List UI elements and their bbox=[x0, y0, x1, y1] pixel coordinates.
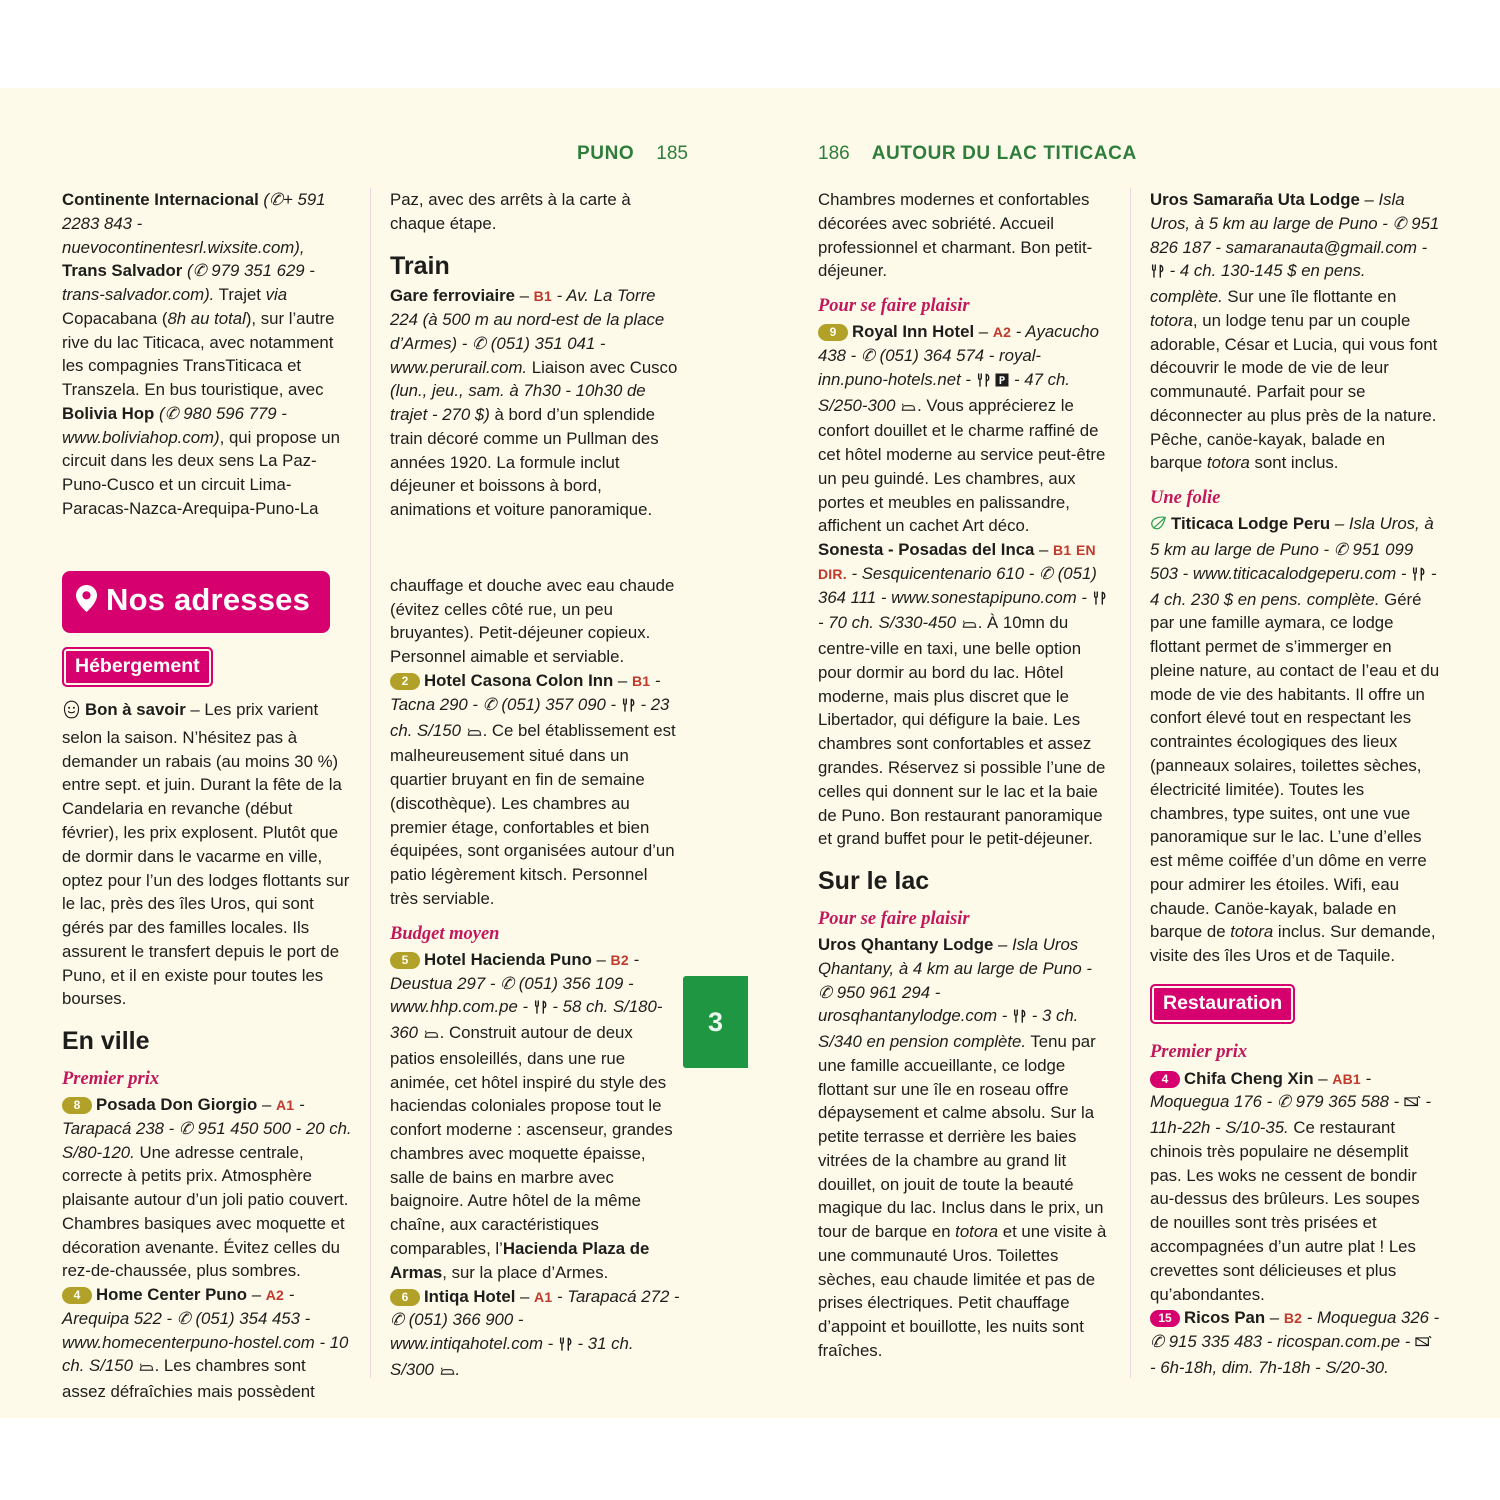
leaf-eco-icon bbox=[1150, 514, 1167, 538]
listing-gare-ferroviaire: Gare ferroviaire – B1 - Av. La Torre 224 (à 500 m au nord-est de la place d’Armes) - ✆ (051) 351 041 - www.perurail.com. Liaison avec Cusco (lun., jeu., sam. à 7h30 - 10h30 de trajet - 270 $) à bord d’un splendide train décoré comme un Pullman des années 1920. La formule inclut déjeuner et boissons à bord, animations et voiture panoramique. bbox=[390, 286, 678, 520]
map-zone-code: A1 bbox=[534, 1288, 553, 1305]
restaurant-icon bbox=[533, 997, 548, 1021]
listing-details: - Tarapacá 272 - ✆ (051) 366 900 - www.intiqahotel.com - bbox=[390, 1286, 680, 1354]
listing-details: – Isla Uros, à 5 km au large de Puno - ✆ 951 826 187 - samaranauta@gmail.com - bbox=[1150, 190, 1440, 257]
poi-number-badge[interactable]: 2 bbox=[390, 673, 420, 690]
train-text-2: à bord d’un splendide train décoré comme un Pullman des années 1920. La formule inclut déjeuner et boissons à bord, animations et voiture panoramique. bbox=[390, 405, 659, 520]
listing-details-2: - 6h-18h, dim. 7h-18h - S/20-30. bbox=[1150, 1357, 1389, 1377]
listing-name: Royal Inn Hotel bbox=[852, 322, 975, 342]
listing-details: - Moquegua 326 - ✆ 915 335 483 - ricospan.com.pe - bbox=[1150, 1308, 1440, 1352]
smiley-face-icon bbox=[62, 700, 81, 726]
listing-hotel-casona-colon-inn: 2 Hotel Casona Colon Inn – B1 - Tacna 290 - ✆ (051) 357 090 - - 23 ch. S/150 . Ce bel établissement est malheureusement situé dans un quartier bruyant en fin de semaine (discothèque). Les chambres au premier étage, confortables et bien équipées, sont organisées autour d’un patio légèrement kitsch. Personnel très serviable. bbox=[390, 671, 676, 908]
listing-details-2: - 3 ch. S/340 en pension complète. bbox=[818, 1006, 1079, 1052]
category-hebergement: Hébergement bbox=[62, 647, 213, 688]
listing-details: - Arequipa 522 - ✆ (051) 354 453 - www.homecenterpuno-hostel.com - 10 ch. S/150 bbox=[62, 1285, 349, 1376]
bon-a-savoir-label: Bon à savoir bbox=[85, 700, 186, 720]
listing-name: Titicaca Lodge Peru bbox=[1171, 514, 1331, 534]
listing-description: . À 10mn du centre-ville en taxi, une belle option pour dormir au bord du lac. Hôtel moderne, mais plus discret que le Libertador, qui défigure la baie. Les chambres sont confortables et assez grandes. Réservez si possible l’une de celles qui donnent sur le lac et la baie de Puno. Bon restaurant panoramique et grand buffet pour le petit-déjeuner. bbox=[818, 613, 1106, 849]
listing-details-2: - 31 ch. S/300 bbox=[390, 1334, 634, 1379]
listing-name: Chifa Cheng Xin bbox=[1184, 1068, 1314, 1088]
listing-description-2: , sur la place d’Armes. bbox=[442, 1262, 609, 1282]
listing-details-2: - 4 ch. 130-145 $ en pens. complète. bbox=[1150, 261, 1366, 307]
listing-description: Ce restaurant chinois très populaire ne désemplit pas. Les woks ne cessent de bondir au-dessus des brûleurs. Les soupes de nouilles sont très prisées et accompagnées d’un autre plat ! Les crevettes sont délicieuses et plus qu’abondantes. bbox=[1150, 1118, 1420, 1304]
continente-contact: (✆+ 591 2283 843 - nuevocontinentesrl.wixsite.com), bbox=[62, 190, 326, 257]
hacienda-plaza-name: Hacienda Plaza de Armas bbox=[390, 1239, 650, 1282]
listing-details-2: - 23 ch. S/150 bbox=[390, 694, 670, 740]
listing-sonesta-posadas-del-inca: Sonesta - Posadas del Inca – B1 EN DIR. - Sesquicentenario 610 - ✆ (051) 364 111 - www.sonestapipuno.com - - 70 ch. S/330-450 . À 10mn du centre-ville en taxi, une belle option pour dormir au bord du lac. Hôtel moderne, mais plus discret que le Libertador, qui défigure la baie. Les chambres sont confortables et assez grandes. Réservez si possible l’une de celles qui donnent sur le lac et la baie de Puno. Bon restaurant panoramique et grand buffet pour le petit-déjeuner. bbox=[818, 540, 1106, 849]
trans-salvador-contact: (✆ 979 351 629 - trans-salvador.com). bbox=[62, 261, 315, 305]
totora-italic: totora bbox=[1230, 922, 1274, 942]
listing-details: - Av. La Torre 224 (à 500 m au nord-est de la place d’Armes) - ✆ (051) 351 041 - www.perurail.com. bbox=[390, 286, 665, 377]
clock-icon bbox=[1415, 1332, 1432, 1356]
listing-uros-qhantany-lodge bbox=[818, 933, 1108, 1363]
listing-description-2: , un lodge tenu par un couple adorable, César et Lucia, qui vous font découvrir le mode de vie de leur communauté. Parfait pour se déconnecter au plus près de la nature. Pêche, canöe-kayak, balade en barque bbox=[1150, 310, 1438, 473]
subheading-une-folie: Une folie bbox=[1150, 488, 1221, 509]
listing-details-2: - 4 ch. 230 $ en pens. complète. bbox=[1150, 563, 1437, 609]
bolivia-hop-name: Bolivia Hop bbox=[62, 403, 155, 423]
folio-186: 186 bbox=[818, 143, 850, 164]
restaurant-icon bbox=[1092, 588, 1107, 612]
listing-description: . Ce bel établissement est malheureusement situé dans un quartier bruyant en fin de semaine (discothèque). Les chambres au premier étage, confortables et bien équipées, sont organisées autour d’un patio légèrement kitsch. Personnel très serviable. bbox=[390, 720, 676, 908]
restaurant-icon bbox=[976, 370, 991, 394]
listing-details-2: - 47 ch. S/250-300 bbox=[818, 369, 1070, 415]
listing-details-2: - 11h-22h - S/10-35. bbox=[1150, 1092, 1432, 1138]
listing-intiqa-hotel: 6 Intiqa Hotel – A1 - Tarapacá 272 - ✆ (051) 366 900 - www.intiqahotel.com - - 31 ch. S/300 . bbox=[390, 1285, 680, 1384]
running-head-title: PUNO bbox=[577, 143, 635, 164]
listing-name: Hotel Hacienda Puno bbox=[424, 949, 592, 969]
listing-description: Sur une île flottante en bbox=[1222, 287, 1397, 307]
bed-icon bbox=[439, 1360, 456, 1384]
book-spread bbox=[0, 88, 1500, 1418]
subheading-premier-prix: Premier prix bbox=[62, 1068, 160, 1089]
listing-name: Ricos Pan bbox=[1184, 1308, 1266, 1328]
listing-details: - Tacna 290 - ✆ (051) 357 090 - bbox=[390, 671, 661, 714]
listing-name: Gare ferroviaire bbox=[390, 286, 515, 306]
listing-details: - Ayacucho 438 - ✆ (051) 364 574 - royal-inn.puno-hotels.net - bbox=[818, 322, 1099, 389]
running-head-left bbox=[577, 143, 688, 165]
bed-icon bbox=[138, 1356, 155, 1380]
bus-continuation: Paz, avec des arrêts à la carte à chaque étape. bbox=[390, 190, 631, 233]
trans-salvador-name: Trans Salvador bbox=[62, 261, 183, 281]
listing-home-center-puno: 4 Home Center Puno – A2 - Arequipa 522 - ✆ (051) 354 453 - www.homecenterpuno-hostel.com - 10 ch. S/150 . Les chambres sont assez défraîchies mais possèdent bbox=[62, 1285, 349, 1402]
column-2 bbox=[390, 188, 680, 1384]
listing-name: Home Center Puno bbox=[96, 1285, 248, 1305]
poi-number-badge[interactable]: 9 bbox=[818, 324, 848, 341]
restaurant-icon bbox=[1411, 564, 1426, 588]
page-left bbox=[0, 88, 750, 1418]
listing-description: . Construit autour de deux patios ensoleillés, dans une rue animée, cet hôtel inspiré du style des haciendas coloniales propose tout le confort moderne : ascenseur, grandes chambres avec moquette épaisse, salle de bains en marbre avec baignoire. Autre hôtel de la même chaîne, aux caractéristiques comparables, l’ bbox=[390, 1023, 673, 1259]
map-zone-code: A2 bbox=[265, 1287, 285, 1304]
category-restauration: Restauration bbox=[1150, 984, 1295, 1025]
map-zone-code: B1 bbox=[1053, 542, 1072, 559]
parking-icon bbox=[995, 370, 1009, 394]
poi-number-badge[interactable]: 4 bbox=[1150, 1071, 1180, 1088]
restaurant-icon bbox=[558, 1334, 573, 1358]
listing-royal-inn-hotel: 9 Royal Inn Hotel – A2 - Ayacucho 438 - ✆ (051) 364 574 - royal-inn.puno-hotels.net - - 47 ch. S/250-300 . Vous apprécierez le confort douillet et le charme raffiné de cet hôtel moderne au service peut-être un peu guindé. Les chambres, aux portes et meubles en palissandre, affichent un cachet Art déco. bbox=[818, 322, 1106, 536]
hotel-continuation: chauffage et douche avec eau chaude (évitez celles côté rue, un peu bruyantes). Petit-déjeuner copieux. Personnel aimable et serviable. bbox=[390, 575, 675, 667]
hotel-continuation-3: Chambres modernes et confortables décorées avec sobriété. Accueil professionnel et charmant. Bon petit-déjeuner. bbox=[818, 190, 1093, 281]
listing-name: Uros Samaraña Uta Lodge bbox=[1150, 190, 1360, 209]
listing-uros-samarana-uta-lodge bbox=[1150, 188, 1440, 475]
listing-ricos-pan: 15 Ricos Pan – B2 - Moquegua 326 - ✆ 915 335 483 - ricospan.com.pe - - 6h-18h, dim. 7h-18h - S/20-30. bbox=[1150, 1308, 1440, 1377]
listing-details: – Isla Uros, à 5 km au large de Puno - ✆ 951 099 503 - www.titicacalodgeperu.com - bbox=[1150, 514, 1434, 583]
running-head-title: AUTOUR DU LAC TITICACA bbox=[871, 143, 1137, 164]
subheading-pour-se-faire-plaisir-2: Pour se faire plaisir bbox=[818, 908, 970, 929]
listing-chifa-cheng-xin: 4 Chifa Cheng Xin – AB1 - Moquegua 176 - ✆ 979 365 588 - - 11h-22h - S/10-35. Ce restaurant chinois très populaire ne désemplit pas. Les woks ne cessent de bondir au-dessus des brûleurs. Les soupes de nouilles sont très prisées et accompagnées d’un autre plat ! Les crevettes sont délicieuses et plus qu’abondantes. bbox=[1150, 1068, 1432, 1304]
listing-details-2: - 58 ch. S/180-360 bbox=[390, 997, 663, 1043]
poi-number-badge[interactable]: 8 bbox=[62, 1097, 92, 1114]
column-rule bbox=[370, 188, 371, 1378]
column-rule bbox=[1130, 188, 1131, 1378]
map-zone-code: B1 bbox=[533, 288, 552, 305]
listing-name: Sonesta - Posadas del Inca bbox=[818, 540, 1035, 560]
bolivia-hop-contact: (✆ 980 596 779 - www.boliviahop.com) bbox=[62, 403, 287, 447]
nos-adresses-label: Nos adresses bbox=[106, 581, 311, 617]
restaurant-icon bbox=[1150, 261, 1165, 285]
map-zone-code: A2 bbox=[992, 324, 1012, 341]
totora-italic-2: totora bbox=[1206, 453, 1250, 473]
bon-a-savoir-paragraph bbox=[62, 698, 352, 1011]
folio-185: 185 bbox=[656, 143, 688, 164]
subheading-pour-se-faire-plaisir: Pour se faire plaisir bbox=[818, 296, 970, 317]
column-1 bbox=[62, 188, 352, 1404]
bus-text-4: , qui propose un circuit dans les deux sens La Paz-Puno-Cusco et un circuit Lima-Paracas-Nazca-Arequipa-Puno-La bbox=[62, 427, 340, 518]
listing-details: - Moquegua 176 - ✆ 979 365 588 - bbox=[1150, 1068, 1404, 1112]
map-zone-code: A1 bbox=[275, 1097, 295, 1114]
totora-italic: totora bbox=[955, 1222, 999, 1242]
listing-description: . Vous apprécierez le confort douillet et le charme raffiné de cet hôtel moderne au service peut-être un peu guindé. Les chambres, aux portes et meubles en palissandre, affichent un cachet Art déco. bbox=[818, 395, 1106, 536]
poi-number-badge[interactable]: 4 bbox=[62, 1287, 92, 1304]
listing-name: Hotel Casona Colon Inn bbox=[424, 671, 614, 690]
listing-details: - Tarapacá 238 - ✆ 951 450 500 - 20 ch. S/80-120. bbox=[62, 1095, 352, 1162]
subheading-budget-moyen: Budget moyen bbox=[390, 923, 500, 944]
listing-description: Une adresse centrale, correcte à petits prix. Atmosphère plaisante autour d’un joli patio couvert. Chambres basiques avec moquette et décoration avenante. Évitez celles du rez-de-chaussée, plus sombres. bbox=[62, 1142, 349, 1281]
continente-internacional-name: Continente Internacional bbox=[62, 190, 259, 209]
listing-description: Géré par une famille aymara, ce lodge flottant permet de s’immerger en pleine nature, au contact de l’eau et du mode de vie des habitants. Il offre un confort élevé tout en respectant les contraintes écologiques des lieux (panneaux solaires, toilettes sèches, électricité limitée). Toutes les chambres, type suites, ont une vue panoramique sur le lac. L’une d’elles est même coiffée d’un dôme en verre pour admirer les étoiles. Wifi, eau chaude. Canöe-kayak, balade en barque de bbox=[1150, 589, 1440, 942]
listing-details: - Sesquicentenario 610 - ✆ (051) 364 111 - www.sonestapipuno.com - bbox=[818, 563, 1097, 607]
poi-number-badge[interactable]: 15 bbox=[1150, 1310, 1180, 1327]
listing-details: – Isla Uros Qhantany, à 4 km au large de Puno - ✆ 950 961 294 - urosqhantanylodge.com - bbox=[818, 935, 1092, 1026]
listing-description-2: et une visite à une communauté Uros. Toilettes sèches, eau chaude limitée et pas de prises électriques. Petit chauffage d’appoint et bouillotte, les nuits sont fraîches. bbox=[818, 1222, 1107, 1361]
page-right bbox=[750, 88, 1500, 1418]
direction-marker: EN DIR. bbox=[818, 542, 1096, 582]
map-zone-code: B1 bbox=[631, 673, 651, 689]
clock-icon bbox=[1404, 1092, 1421, 1116]
map-pin-icon bbox=[76, 580, 97, 624]
running-head-right bbox=[818, 143, 1137, 165]
train-schedule: (lun., jeu., sam. à 7h30 - 10h30 de trajet - 270 $) bbox=[390, 381, 646, 425]
nos-adresses-banner bbox=[62, 571, 330, 633]
bus-text-3: ), sur l’autre rive du lac Titicaca, avec notamment les compagnies TransTiticaca et Transzela. En bus touristique, avec bbox=[62, 308, 335, 400]
map-zone-code: B2 bbox=[610, 951, 629, 968]
listing-description-3: sont inclus. bbox=[1249, 453, 1339, 473]
poi-number-badge[interactable]: 6 bbox=[390, 1289, 420, 1306]
listing-name: Intiqa Hotel bbox=[424, 1286, 516, 1306]
bed-icon bbox=[423, 1023, 440, 1047]
heading-train: Train bbox=[390, 251, 450, 280]
bed-icon bbox=[466, 721, 483, 745]
listing-titicaca-lodge-peru bbox=[1150, 512, 1440, 968]
listing-description: Tenu par une famille accueillante, ce lodge flottant sur une île en roseau offre dépaysement et calme absolu. Sur la petite terrasse et derrière les baies vitrées de la chambre au grand lit douillet, on jouit de toute la beauté magique du lac. Inclus dans le prix, un tour de barque en bbox=[818, 1032, 1104, 1242]
column-3 bbox=[818, 188, 1108, 1363]
heading-sur-le-lac: Sur le lac bbox=[818, 867, 930, 896]
subheading-premier-prix-resto: Premier prix bbox=[1150, 1042, 1248, 1063]
poi-number-badge[interactable]: 5 bbox=[390, 952, 420, 969]
listing-hotel-hacienda-puno: 5 Hotel Hacienda Puno – B2 - Deustua 297 - ✆ (051) 356 109 - www.hhp.com.pe - - 58 ch. S/180-360 . Construit autour de deux patios ensoleillés, dans une rue animée, cet hôtel inspiré du style des haciendas coloniales propose tout le confort moderne : ascenseur, grandes chambres avec moquette épaisse, salle de bains en marbre avec baignoire. Autre hôtel de la même chaîne, aux caractéristiques comparables, l’Hacienda Plaza de Armas, sur la place d’Armes. bbox=[390, 949, 673, 1282]
map-zone-code: B2 bbox=[1283, 1310, 1303, 1327]
restaurant-icon bbox=[621, 695, 636, 719]
map-zone-code: AB1 bbox=[1332, 1070, 1361, 1087]
chapter-thumb-tab bbox=[683, 976, 748, 1068]
listing-posada-don-giorgio: 8 Posada Don Giorgio – A1 - Tarapacá 238 - ✆ 951 450 500 - 20 ch. S/80-120. Une adresse centrale, correcte à petits prix. Atmosphère plaisante autour d’un joli patio couvert. Chambres basiques avec moquette et décoration avenante. Évitez celles du rez-de-chaussée, plus sombres. bbox=[62, 1095, 352, 1281]
listing-description: . Les chambres sont assez défraîchies mais possèdent bbox=[62, 1356, 315, 1402]
bus-text-2: Copacabana ( bbox=[62, 308, 168, 328]
listing-details-3: . bbox=[455, 1359, 461, 1379]
chapter-number: 3 bbox=[707, 1006, 724, 1037]
column-4 bbox=[1150, 188, 1440, 1380]
train-text-1: Liaison avec Cusco bbox=[527, 357, 678, 377]
heading-en-ville: En ville bbox=[62, 1027, 150, 1056]
bus-text-1: Trajet bbox=[214, 285, 266, 305]
totora-italic: totora bbox=[1150, 310, 1193, 330]
listing-name: Uros Qhantany Lodge bbox=[818, 935, 994, 954]
listing-description-2: inclus. Sur demande, visite des îles Uros et de Taquile. bbox=[1150, 922, 1436, 966]
listing-name: Posada Don Giorgio bbox=[96, 1095, 258, 1115]
bon-a-savoir-text: – Les prix varient selon la saison. N’hésitez pas à demander un rabais (au moins 30 %) entre sept. et juin. Durant la fête de la Candelaria en revanche (début février), les prix explosent. Plutôt que de dormir dans le vacarme en ville, optez pour l’un des lodges flottants sur le lac, près des îles Uros, qui sont gérés par des familles locales. Ils assurent le transfert depuis le port de Puno, et il en existe pour toutes les bourses. bbox=[62, 700, 350, 1009]
listing-details: - Deustua 297 - ✆ (051) 356 109 - www.hhp.com.pe - bbox=[390, 949, 640, 1017]
bus-italic-via: via bbox=[265, 285, 288, 305]
bed-icon bbox=[961, 613, 978, 637]
bus-duration: 8h au total bbox=[167, 308, 246, 328]
restaurant-icon bbox=[1012, 1006, 1027, 1030]
bus-companies-paragraph bbox=[62, 188, 352, 521]
bed-icon bbox=[900, 396, 917, 420]
listing-details-2: - 70 ch. S/330-450 bbox=[818, 613, 961, 633]
